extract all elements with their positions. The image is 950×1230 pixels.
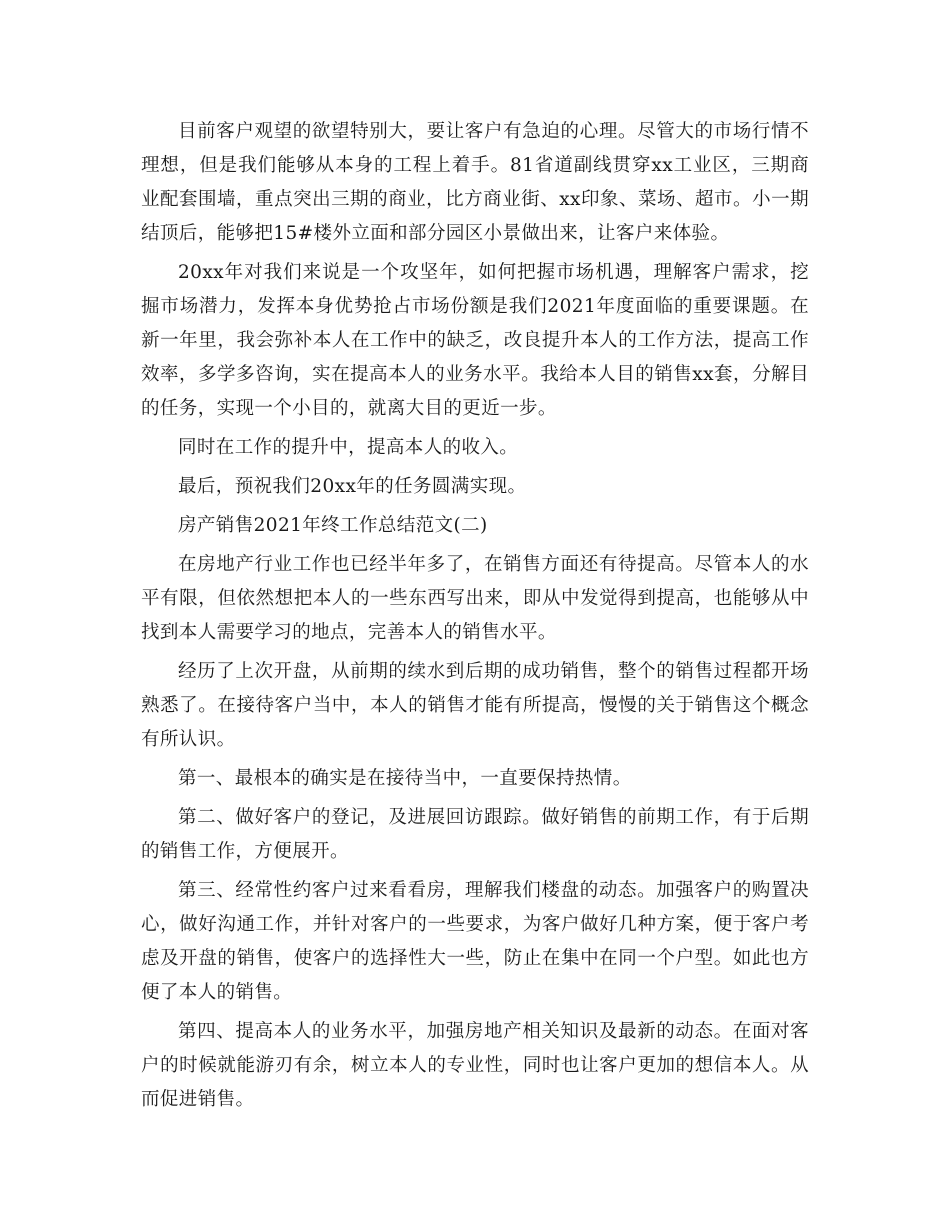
paragraph-opening-experience: 经历了上次开盘，从前期的续水到后期的成功销售，整个的销售过程都开场熟悉了。在接待客户当中，本人的销售才能有所提高，慢慢的关于销售这个概念有所认识。 bbox=[141, 661, 809, 750]
paragraph-point-four: 第四、提高本人的业务水平，加强房地产相关知识及最新的动态。在面对客户的时候就能游刃有余，树立本人的专业性，同时也让客户更加的想信本人。从而促进销售。 bbox=[141, 1021, 809, 1110]
paragraph-point-two: 第二、做好客户的登记，及进展回访跟踪。做好销售的前期工作，有于后期的销售工作，方便展开。 bbox=[141, 807, 809, 862]
document-body bbox=[141, 115, 809, 1122]
paragraph-point-three: 第三、经常性约客户过来看看房，理解我们楼盘的动态。加强客户的购置决心，做好沟通工作，并针对客户的一些要求，为客户做好几种方案，便于客户考虑及开盘的销售，使客户的选择性大一些，防止在集中在同一个户型。如此也方便了本人的销售。 bbox=[141, 880, 809, 1003]
paragraph-half-year: 在房地产行业工作也已经半年多了，在销售方面还有待提高。尽管本人的水平有限，但依然想把本人的一些东西写出来，即从中发觉得到提高，也能够从中找到本人需要学习的地点，完善本人的销售水平。 bbox=[141, 554, 809, 643]
paragraph-closing-wish: 最后，预祝我们20xx年的任务圆满实现。 bbox=[178, 476, 527, 497]
section-heading: 房产销售2021年终工作总结范文(二) bbox=[178, 515, 488, 536]
paragraph-annual-goals: 20xx年对我们来说是一个攻坚年，如何把握市场机遇，理解客户需求，挖掘市场潜力，发挥本身优势抢占市场份额是我们2021年度面临的重要课题。在新一年里，我会弥补本人在工作中的缺乏，改良提升本人的工作方法，提高工作效率，多学多咨询，实在提高本人的业务水平。我给本人目的销售xx套，分解目的任务，实现一个小目的，就离大目的更近一步。 bbox=[141, 262, 809, 419]
paragraph-point-one: 第一、最根本的确实是在接待当中，一直要保持热情。 bbox=[178, 768, 632, 789]
paragraph-income: 同时在工作的提升中，提高本人的收入。 bbox=[178, 437, 519, 458]
paragraph-market-outlook: 目前客户观望的欲望特别大，要让客户有急迫的心理。尽管大的市场行情不理想，但是我们能够从本身的工程上着手。81省道副线贯穿xx工业区，三期商业配套围墙，重点突出三期的商业，比方商业街、xx印象、菜场、超市。小一期结顶后，能够把15#楼外立面和部分园区小景做出来，让客户来体验。 bbox=[141, 121, 809, 244]
